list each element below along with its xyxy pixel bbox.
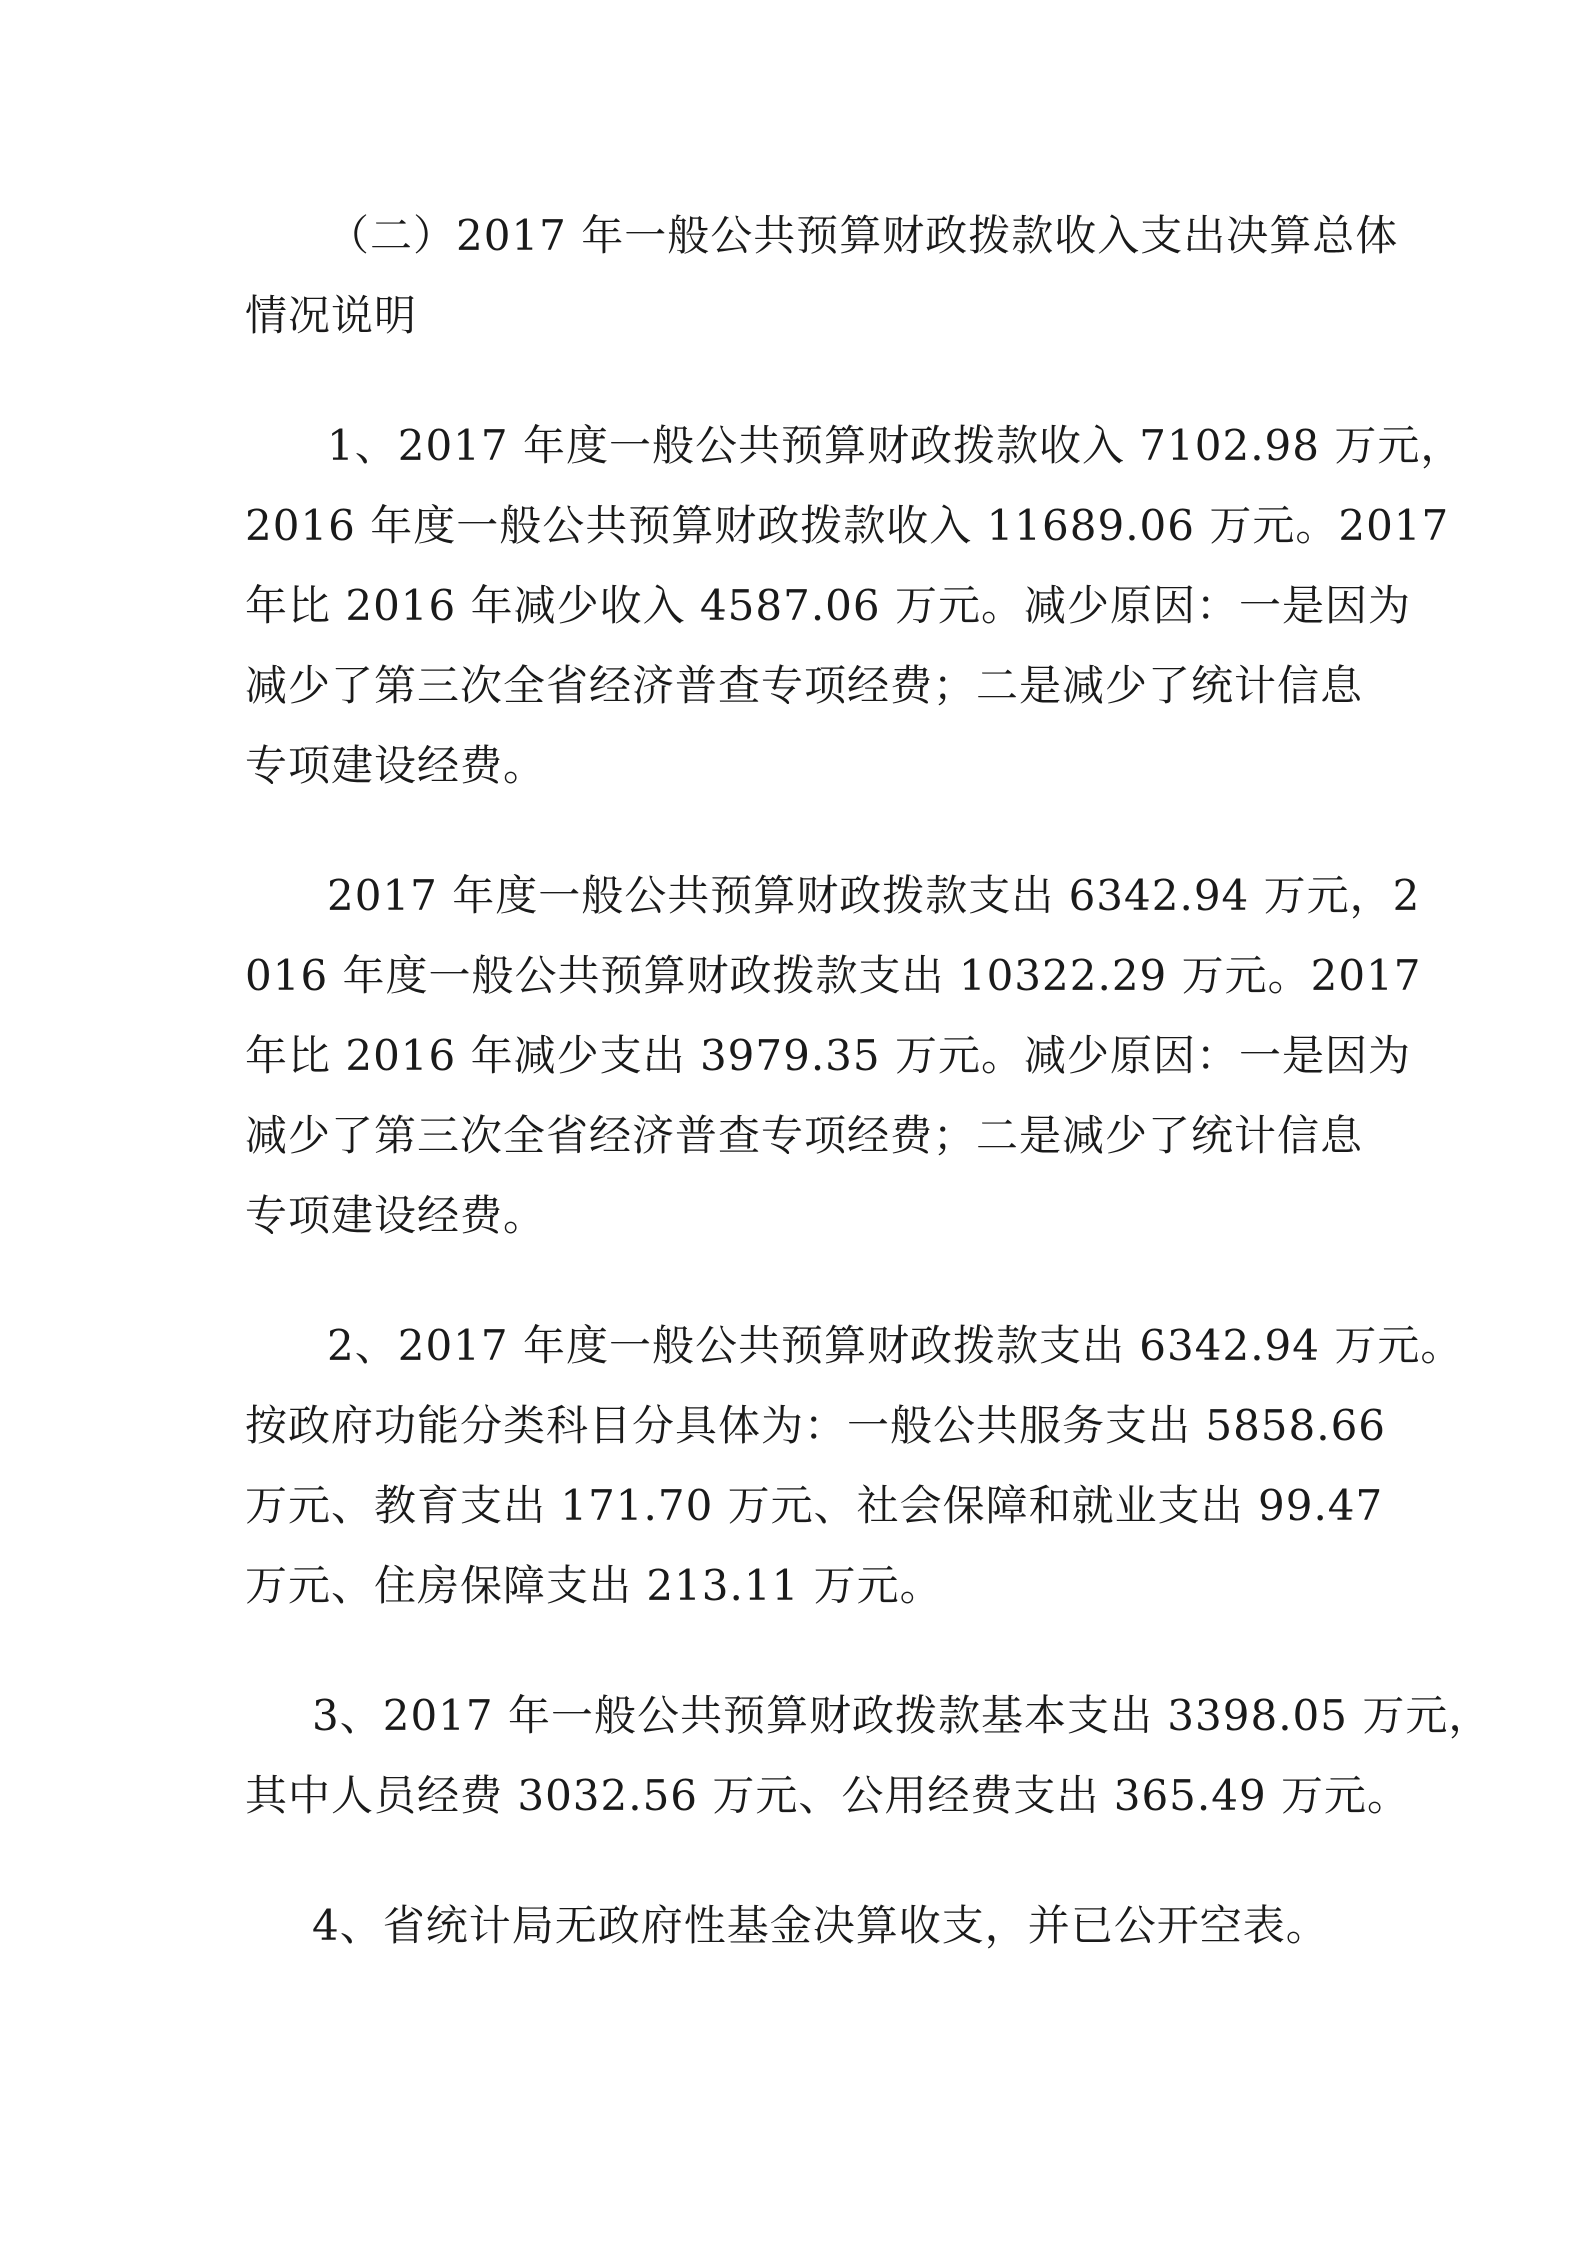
paragraph-3-line-1: 2、2017 年度一般公共预算财政拨款支出 6342.94 万元。: [327, 1321, 1464, 1370]
paragraph-3-line-3: 万元、教育支出 171.70 万元、社会保障和就业支出 99.47: [245, 1481, 1384, 1530]
paragraph-1-line-3: 年比 2016 年减少收入 4587.06 万元。减少原因：一是因为: [245, 581, 1411, 630]
paragraph-3-line-2: 按政府功能分类科目分具体为：一般公共服务支出 5858.66: [245, 1401, 1387, 1450]
paragraph-4-line-2: 其中人员经费 3032.56 万元、公用经费支出 365.49 万元。: [245, 1771, 1411, 1820]
paragraph-1-line-5: 专项建设经费。: [245, 741, 547, 790]
paragraph-2-line-2: 016 年度一般公共预算财政拨款支出 10322.29 万元。2017: [245, 951, 1422, 1000]
section-heading-line-2: 情况说明: [245, 291, 418, 340]
paragraph-1-line-2: 2016 年度一般公共预算财政拨款收入 11689.06 万元。2017: [245, 501, 1450, 550]
paragraph-2-line-3: 年比 2016 年减少支出 3979.35 万元。减少原因：一是因为: [245, 1031, 1411, 1080]
paragraph-2-line-1: 2017 年度一般公共预算财政拨款支出 6342.94 万元，2: [327, 871, 1421, 920]
paragraph-1-line-1: 1、2017 年度一般公共预算财政拨款收入 7102.98 万元，: [327, 421, 1464, 470]
paragraph-2-line-5: 专项建设经费。: [245, 1191, 547, 1240]
paragraph-5-line-1: 4、省统计局无政府性基金决算收支，并已公开空表。: [312, 1901, 1329, 1950]
paragraph-4-line-1: 3、2017 年一般公共预算财政拨款基本支出 3398.05 万元，: [312, 1691, 1492, 1740]
paragraph-1-line-4: 减少了第三次全省经济普查专项经费；二是减少了统计信息: [245, 661, 1364, 710]
paragraph-3-line-4: 万元、住房保障支出 213.11 万元。: [245, 1561, 943, 1610]
paragraph-2-line-4: 减少了第三次全省经济普查专项经费；二是减少了统计信息: [245, 1111, 1364, 1160]
section-heading-line-1: （二）2017 年一般公共预算财政拨款收入支出决算总体: [327, 211, 1399, 260]
